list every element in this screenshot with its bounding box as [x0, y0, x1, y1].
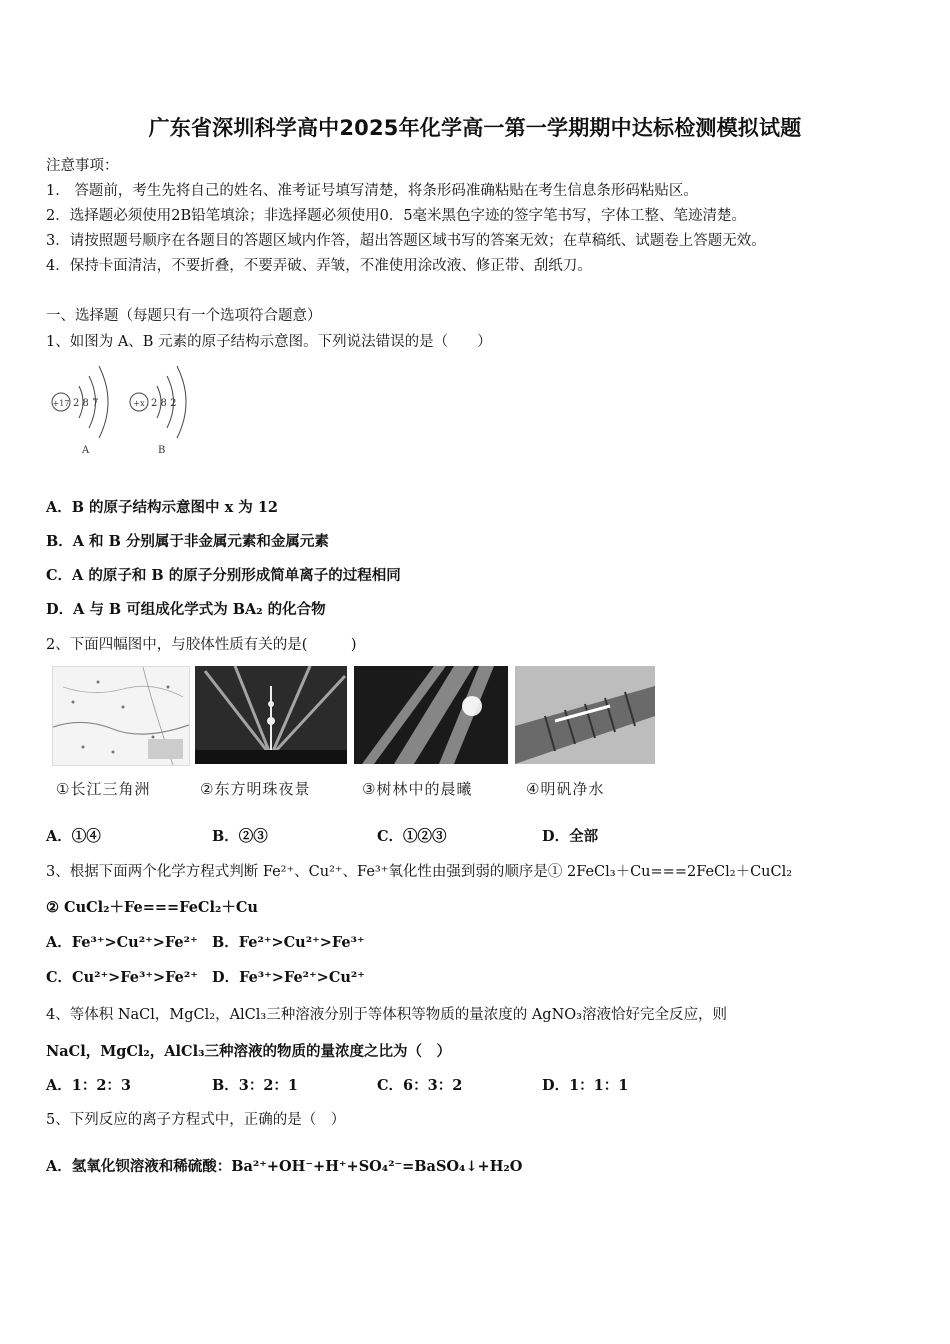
notice-heading: 注意事项： — [46, 158, 119, 174]
q1-stem: 1、如图为 A、B 元素的原子结构示意图。下列说法错误的是（ ） — [46, 334, 492, 350]
caption-2: ②东方明珠夜景 — [200, 780, 311, 798]
q1-option-d: D．A 与 B 可组成化学式为 BA₂ 的化合物 — [46, 601, 326, 618]
notice-item-4: 4．保持卡面清洁，不要折叠，不要弄破、弄皱，不准使用涂改液、修正带、刮纸刀。 — [46, 258, 592, 274]
atom-a-shells: 2 8 7 — [73, 398, 99, 409]
oriental-pearl-night-image — [195, 666, 347, 764]
q4-option-a: A．1：2：3 — [46, 1077, 132, 1094]
q2-option-d: D．全部 — [542, 828, 599, 845]
q5-stem: 5、下列反应的离子方程式中，正确的是（ ） — [46, 1112, 346, 1128]
atom-a-nucleus: +17 — [52, 399, 70, 408]
q2-option-b: B．②③ — [212, 828, 268, 845]
q4-stem-line-1: 4、等体积 NaCl，MgCl₂，AlCl₃三种溶液分别于等体积等物质的量浓度的 AgNO₃溶液恰好完全反应，则 — [46, 1007, 727, 1023]
atom-structure-diagram — [44, 362, 204, 462]
atom-b — [130, 366, 186, 456]
notice-item-2: 2．选择题必须使用2B铅笔填涂；非选择题必须使用0．5毫米黑色字迹的签字笔书写，字体工整、笔迹清楚。 — [46, 208, 747, 224]
q3-stem-line-2: ② CuCl₂＋Fe===FeCl₂＋Cu — [46, 899, 258, 916]
q4-stem-line-2: NaCl，MgCl₂，AlCl₃三种溶液的物质的量浓度之比为（ ） — [46, 1043, 451, 1060]
q3-stem-line-1: 3、根据下面两个化学方程式判断 Fe²⁺、Cu²⁺、Fe³⁺氧化性由强到弱的顺序是① 2FeCl₃＋Cu===2FeCl₂＋CuCl₂ — [46, 864, 793, 880]
yangtze-delta-map-image — [52, 666, 190, 766]
notice-item-1: 1． 答题前，考生先将自己的姓名、准考证号填写清楚，将条形码准确粘贴在考生信息条形码粘贴区。 — [46, 183, 698, 199]
q3-option-a: A．Fe³⁺>Cu²⁺>Fe²⁺ — [46, 934, 198, 951]
caption-1: ①长江三角洲 — [56, 780, 151, 798]
atom-b-label: B — [158, 445, 166, 456]
q3-option-b: B．Fe²⁺>Cu²⁺>Fe³⁺ — [212, 934, 365, 951]
q4-option-c: C．6：3：2 — [377, 1077, 463, 1094]
q2-option-c: C．①②③ — [377, 828, 447, 845]
q3-option-c: C．Cu²⁺>Fe³⁺>Fe²⁺ — [46, 969, 198, 986]
page-title: 广东省深圳科学高中2025年化学高一第一学期期中达标检测模拟试题 — [148, 116, 802, 140]
atom-b-nucleus: +x — [133, 399, 145, 408]
q4-option-d: D．1：1：1 — [542, 1077, 629, 1094]
q2-stem: 2、下面四幅图中，与胶体性质有关的是( ) — [46, 637, 357, 653]
caption-3: ③树林中的晨曦 — [362, 780, 473, 798]
atom-a — [52, 366, 108, 456]
q1-option-b: B．A 和 B 分别属于非金属元素和金属元素 — [46, 533, 329, 550]
q5-option-a: A．氢氧化钡溶液和稀硫酸：Ba²⁺+OH⁻+H⁺+SO₄²⁻=BaSO₄↓+H₂O — [46, 1158, 523, 1175]
q3-option-d: D．Fe³⁺>Fe²⁺>Cu²⁺ — [212, 969, 365, 986]
alum-water-purification-image — [515, 666, 655, 764]
forest-morning-light-image — [354, 666, 508, 764]
q1-option-a: A．B 的原子结构示意图中 x 为 12 — [46, 499, 279, 516]
notice-item-3: 3．请按照题号顺序在各题目的答题区域内作答，超出答题区域书写的答案无效；在草稿纸、试题卷上答题无效。 — [46, 233, 766, 249]
atom-b-shells: 2 8 2 — [151, 398, 177, 409]
caption-4: ④明矾净水 — [526, 780, 605, 798]
atom-a-label: A — [82, 445, 90, 456]
q1-option-c: C．A 的原子和 B 的原子分别形成简单离子的过程相同 — [46, 567, 401, 584]
section-heading: 一、选择题（每题只有一个选项符合题意） — [46, 308, 322, 324]
q4-option-b: B．3：2：1 — [212, 1077, 299, 1094]
q2-option-a: A．①④ — [46, 828, 101, 845]
